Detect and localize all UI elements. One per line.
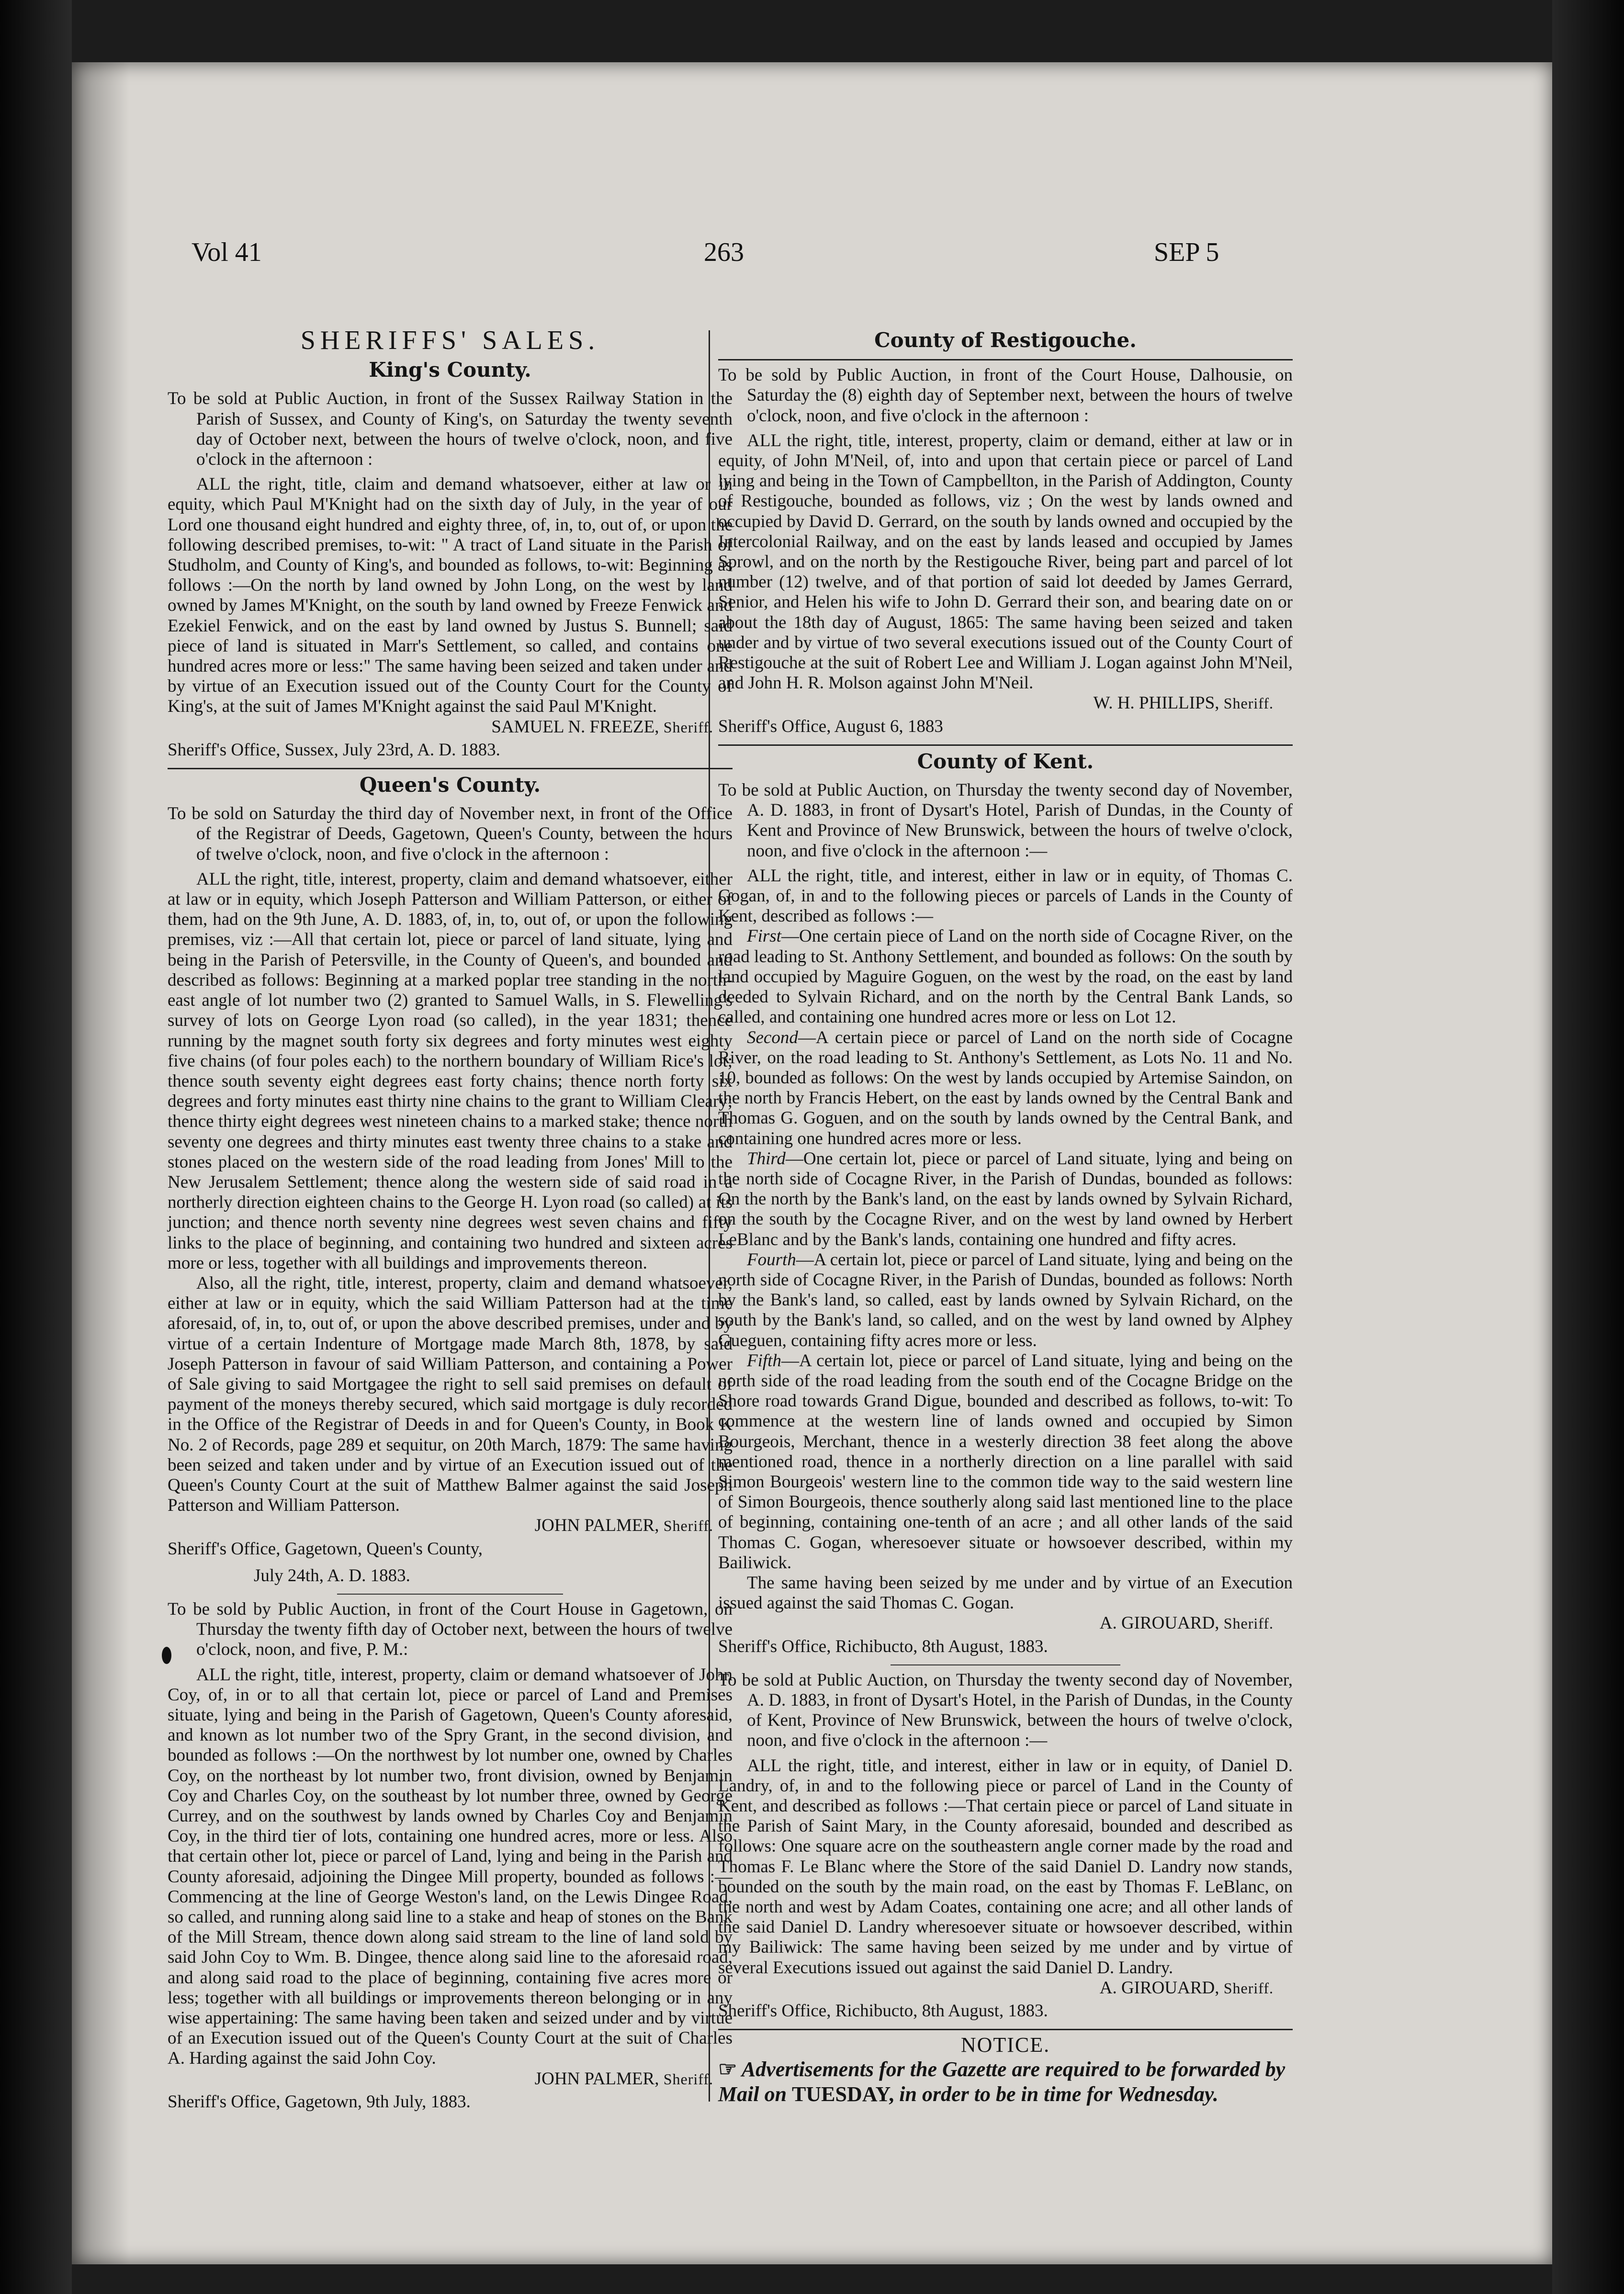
kings-county-heading: King's County.	[369, 358, 531, 382]
volume-number: Vol 41	[192, 237, 262, 267]
parcel-text: —A certain lot, piece or parcel of Land situate, lying and being on the north side of the road leading from the south end of the Cocagne Bridge on the Shore road towards Grand Digue, bounded and described as follows, to-wit: To commence at the western line of lands owned and occupied by Simon Bourgeois, Merchant, thence in a westerly direction 38 feet along the above mentioned road, thence in a northerly direction on a line parallel with said Simon Bourgeois' western line to the common tide way to the said western line of Simon Bourgeois, thence southerly along said last mentioned line to the place of beginning, containing one-tenth of an acre ; and all other lands of the said Thomas C. Gogan, wheresoever situate or howsoever described, within my Bailiwick.	[718, 1350, 1293, 1573]
kent-third-parcel	[718, 1149, 1293, 1250]
gazette-page	[72, 62, 1552, 2264]
parcel-label: Second	[747, 1027, 798, 1047]
parcel-label: Fifth	[747, 1350, 781, 1371]
queens-county-heading: Queen's County.	[359, 773, 541, 797]
page-title: SHERIFFS' SALES.	[300, 326, 600, 355]
parcel-label: Third	[747, 1148, 786, 1169]
notice-body	[718, 2057, 1293, 2107]
queens-sheriff-office-date: July 24th, A. D. 1883.	[254, 1565, 410, 1586]
kent-sheriff-office: Sheriff's Office, Richibucto, 8th August, 1883.	[718, 1636, 1048, 1656]
restigouche-sale-notice: To be sold by Public Auction, in front of the Court House, Dalhousie, on Saturday the (8) eighth day of September next, between the hours of twelve o'clock, noon, and five o'clock in the afternoon :	[718, 365, 1293, 426]
sheriff-title: Sheriff.	[1223, 1615, 1274, 1632]
parcel-text: —A certain lot, piece or parcel of Land situate, lying and being on the north side of Cocagne River, in the Parish of Dundas, bounded as follows: North by the Bank's land, so called, east by lands owned by Sylvain Richard, on the south by the Bank's land, so called, and on the west by land owned by Alphey Gueguen, containing fifty acres more or less.	[718, 1249, 1293, 1350]
sheriff-title: Sheriff.	[663, 718, 713, 736]
kent-sheriff-signature	[718, 1613, 1293, 1633]
ink-blot	[162, 1647, 171, 1664]
kings-sheriff-office: Sheriff's Office, Sussex, July 23rd, A. D. 1883.	[168, 740, 500, 760]
sheriff-name: W. H. PHILLIPS,	[1093, 693, 1219, 713]
sheriff-title: Sheriff.	[663, 2070, 713, 2088]
restigouche-sheriff-office: Sheriff's Office, August 6, 1883	[718, 716, 943, 736]
sheriff-title: Sheriff.	[1223, 1979, 1274, 1997]
issue-date: SEP 5	[1154, 237, 1219, 267]
queens-sale-notice: To be sold on Saturday the third day of November next, in front of the Office of the Registrar of Deeds, Gagetown, Queen's County, between the hours of twelve o'clock, noon, and five o'clock in the afternoon :	[168, 804, 733, 864]
notice-heading: NOTICE.	[960, 2033, 1050, 2057]
queens-second-sale-body: ALL the right, title, interest, property, claim or demand whatsoever of John Coy, of, in or to all that certain lot, piece or parcel of Land and Premises situate, lying and being in the Parish of Gagetown, Queen's County aforesaid, and known as lot number two of the Spry Grant, in the second division, and bounded as follows :—On the northwest by lot number one, owned by Charles Coy, on the northeast by lot number two, front division, owned by Benjamin Coy and Charles Coy, on the southeast by lot number three, owned by George Currey, and on the southwest by lands owned by Charles Coy and Benjamin Coy, in the third tier of lots, containing one hundred acres, more or less. Also that certain other lot, piece or parcel of Land, lying and being in the Parish and County aforesaid, adjoining the Dingee Mill property, bounded as follows :—Commencing at the line of George Weston's land, on the Lewis Dingee Road, so called, and running along said line to a stake and heap of stones on the Bank of the Mill Stream, thence down along said stream to the line of land sold by said John Coy to Wm. B. Dingee, thence along said line to the aforesaid road, and along said road to the place of beginning, containing five acres more or less; together with all buildings or improvements thereon belonging or in any wise appertaining: The same having been taken and seized under and by virtue of an Execution issued out of the Queen's County Court at the suit of Charles A. Harding against the said John Coy.	[168, 1664, 733, 2069]
kings-sale-body: ALL the right, title, claim and demand whatsoever, either at law or in equity, which Paul M'Knight had on the sixth day of July, in the year of our Lord one thousand eight hundred and eighty three, of, in, to, out of, or upon the following described premises, to-wit: " A tract of Land situate in the Parish of Studholm, and County of King's, and bounded as follows, to-wit: Beginning as follows :—On the north by land owned by John Long, on the west by land owned by James M'Knight, on the south by land owned by Freeze Fenwick and Ezekiel Fenwick, and on the east by land owned by Justus S. Bunnell; said piece of land is situated in Marr's Settlement, so called, and contains one hundred acres more or less:" The same having been seized and taken under and by virtue of an Execution issued out of the County Court for the County of King's, at the suit of James M'Knight against the said Paul M'Knight.	[168, 474, 733, 717]
restigouche-sale-body: ALL the right, title, interest, property, claim or demand, either at law or in equity, of John M'Neil, of, into and upon that certain piece or parcel of Land lying and being in the Town of Campbellton, in the Parish of Addington, County of Restigouche, bounded as follows, viz ; On the west by lands owned and occupied by David D. Gerrard, on the south by lands owned and occupied by the Intercolonial Railway, and on the east by lands leased and occupied by James Sprowl, and on the north by the Restigouche River, being part and parcel of lot number (12) twelve, and of that portion of said lot deeded by James Gerrard, Senior, and Helen his wife to John D. Gerrard their son, and bearing date on or about the 18th day of August, 1865: The same having been seized and taken under and by virtue of two several executions issued out of the County Court of Restigouche at the suit of Robert Lee and William J. Logan against John M'Neil, and John H. R. Molson against John M'Neil.	[718, 430, 1293, 693]
section-rule	[718, 359, 1293, 360]
kent-sale-notice: To be sold at Public Auction, on Thursday the twenty second day of November, A. D. 1883, in front of Dysart's Hotel, Parish of Dundas, in the County of Kent and Province of New Brunswick, between the hours of twelve o'clock, noon, and five o'clock in the afternoon :—	[718, 780, 1293, 861]
queens-sheriff-office: Sheriff's Office, Gagetown, Queen's County,	[168, 1539, 483, 1559]
notice-day: TUESDAY,	[792, 2082, 894, 2106]
parcel-text: —A certain piece or parcel of Land on the north side of Cocagne River, on the road leading to St. Anthony's Settlement, as Lots No. 11 and No. 10, bounded as follows: On the west by lands occupied by Artemise Saindon, on the north by Francis Hebert, on the east by lands owned by the Central Bank and Thomas G. Goguen, and on the south by lands owned by the Central Bank, and containing one hundred acres more or less.	[718, 1027, 1293, 1148]
kent-closing: The same having been seized by me under and by virtue of an Execution issued against the said Thomas C. Gogan.	[718, 1573, 1293, 1613]
sheriff-name: JOHN PALMER,	[534, 2069, 659, 2089]
restigouche-heading: County of Restigouche.	[874, 328, 1137, 352]
sheriff-title: Sheriff.	[663, 1517, 713, 1535]
parcel-text: —One certain lot, piece or parcel of Land situate, lying and being on the north side of Cocagne River, in the Parish of Dundas, bounded as follows: On the north by the Bank's land, on the east by lands owned by Sylvain Richard, on the south by the Cocagne River, and on the west by land owned by Herbert LeBlanc and by the Bank's lands, containing one hundred and fifty acres.	[718, 1148, 1293, 1249]
kent-county-heading: County of Kent.	[917, 749, 1094, 773]
page-header	[72, 237, 1552, 275]
queens-sheriff-signature	[168, 1516, 733, 1536]
sheriff-name: A. GIROUARD,	[1099, 1613, 1219, 1633]
section-rule	[891, 1664, 1120, 1665]
scanner-edge-left	[0, 0, 72, 2294]
kent-second-sheriff-office: Sheriff's Office, Richibucto, 8th August, 1883.	[718, 2001, 1048, 2021]
queens-second-sheriff-signature	[168, 2069, 733, 2089]
notice-text: in order to be in time for Wednesday.	[899, 2082, 1218, 2106]
kent-second-sale-notice: To be sold at Public Auction, on Thursday the twenty second day of November, A. D. 1883, in front of Dysart's Hotel, in the Parish of Dundas, in the County of Kent, Province of New Brunswick, between the hours of twelve o'clock, noon, and five o'clock in the afternoon :—	[718, 1670, 1293, 1751]
queens-second-sheriff-office: Sheriff's Office, Gagetown, 9th July, 1883.	[168, 2092, 471, 2112]
right-column	[718, 330, 1293, 2107]
kent-fourth-parcel	[718, 1250, 1293, 1351]
queens-second-sale-notice: To be sold by Public Auction, in front of the Court House in Gagetown, on Thursday the twenty fifth day of October next, between the hours of twelve o'clock, noon, and five, P. M.:	[168, 1599, 733, 1660]
kings-sheriff-signature	[168, 717, 733, 737]
section-rule	[718, 2029, 1293, 2030]
kent-first-parcel	[718, 926, 1293, 1027]
kent-second-sale-body: ALL the right, title, and interest, either in law or in equity, of Daniel D. Landry, of, in and to the following piece or parcel of Land in the County of Kent, and described as follows :—That certain piece or parcel of Land situate in the Parish of Saint Mary, in the County aforesaid, bounded and described as follows: One square acre on the southeastern angle corner made by the road and Thomas F. Le Blanc where the Store of the said Daniel D. Landry now stands, bounded on the south by the main road, on the east by Thomas F. LeBlanc, on the north and west by Adam Coates, containing one acre; and all other lands of the said Daniel D. Landry wheresoever situate or howsoever described, within my Bailiwick: The same having been seized by me under and by virtue of several Executions issued out against the said Daniel D. Landry.	[718, 1755, 1293, 1978]
parcel-label: Fourth	[747, 1249, 796, 1270]
section-rule	[718, 744, 1293, 746]
scanner-edge-right	[1552, 0, 1624, 2294]
parcel-text: —One certain piece of Land on the north side of Cocagne River, on the road leading to St. Anthony Settlement, and bounded as follows: On the south by land occupied by Maguire Goguen, on the west by the road, on the east by land deeded to Sylvain Richard, and on the north by the Central Bank Lands, so called, and containing one hundred acres more or less on Lot 12.	[718, 926, 1293, 1027]
kent-sale-body: ALL the right, title, and interest, either in law or in equity, of Thomas C. Gogan, of, in and to the following pieces or parcels of Lands in the County of Kent, described as follows :—	[718, 866, 1293, 926]
queens-sale-body: ALL the right, title, interest, property, claim and demand whatsoever, either at law or in equity, which Joseph Patterson and William Patterson, or either of them, had on the 9th June, A. D. 1883, of, in, to, out of, or upon the following premises, viz :—All that certain lot, piece or parcel of land situate, lying and being in the Parish of Petersville, in the County of Queen's, and bounded and described as follows: Beginning at a marked poplar tree standing in the north-east angle of lot number two (2) granted to Samuel Walls, in S. Flewelling's survey of lots on George Lyon road (so called), in the year 1831; thence running by the magnet south forty six degrees and forty minutes west eighty five chains (of four poles each) to the northern boundary of William Rice's lot; thence south seventy eight degrees east forty chains; thence north forty six degrees and forty minutes east thirty nine chains to the grant to William Cleary; thence thirty eight degrees west nineteen chains to a marked stake; thence north seventy one degrees and thirty minutes east twenty three chains to a stake and stones placed on the western side of the road leading from Jones' Mill to the New Jerusalem Settlement; thence along the western side of said road in a northerly direction eighteen chains to the George H. Lyon road (so called) at its junction; and thence north seventy nine degrees west seven chains and fifty links to the place of beginning, and containing two hundred and sixteen acres more or less, together with all buildings and improvements thereon.	[168, 869, 733, 1273]
kent-second-sheriff-signature	[718, 1978, 1293, 1998]
sheriff-title: Sheriff.	[1223, 695, 1274, 712]
sheriff-name: JOHN PALMER,	[534, 1516, 659, 1536]
section-rule	[337, 1594, 563, 1595]
kings-sale-notice: To be sold at Public Auction, in front of the Sussex Railway Station in the Parish of Sussex, and County of King's, on Saturday the twenty seventh day of October next, between the hours of twelve o'clock, noon, and five o'clock in the afternoon :	[168, 389, 733, 470]
queens-sale-body-mortgage: Also, all the right, title, interest, property, claim and demand whatsoever, either at law or in equity, which the said William Patterson had at the time aforesaid, of, in, to, out of, or upon the above described premises, under and by virtue of a certain Indenture of Mortgage made March 8th, 1878, by said Joseph Patterson in favour of said William Patterson, and containing a Power of Sale giving to said Mortgagee the right to sell said premises on default of payment of the moneys thereby secured, which said mortgage is duly recorded in the Office of the Registrar of Deeds in and for Queen's County, in Book K No. 2 of Records, page 289 et sequitur, on 20th March, 1879: The same having been seized and taken under and by virtue of an Execution issued out of the Queen's County Court at the suit of Matthew Balmer against the said Joseph Patterson and William Patterson.	[168, 1273, 733, 1516]
pointing-hand-icon: ☞	[718, 2058, 737, 2081]
restigouche-sheriff-signature	[718, 693, 1293, 713]
sheriff-name: SAMUEL N. FREEZE,	[491, 717, 659, 737]
left-column	[168, 326, 733, 2119]
page-number: 263	[704, 237, 744, 267]
notice-text: Advertisements for the Gazette are required to be forwarded by Mail on	[718, 2058, 1286, 2106]
kent-fifth-parcel	[718, 1351, 1293, 1573]
section-rule	[168, 768, 733, 769]
parcel-label: First	[747, 926, 781, 946]
sheriff-name: A. GIROUARD,	[1099, 1978, 1219, 1998]
kent-second-parcel	[718, 1028, 1293, 1149]
